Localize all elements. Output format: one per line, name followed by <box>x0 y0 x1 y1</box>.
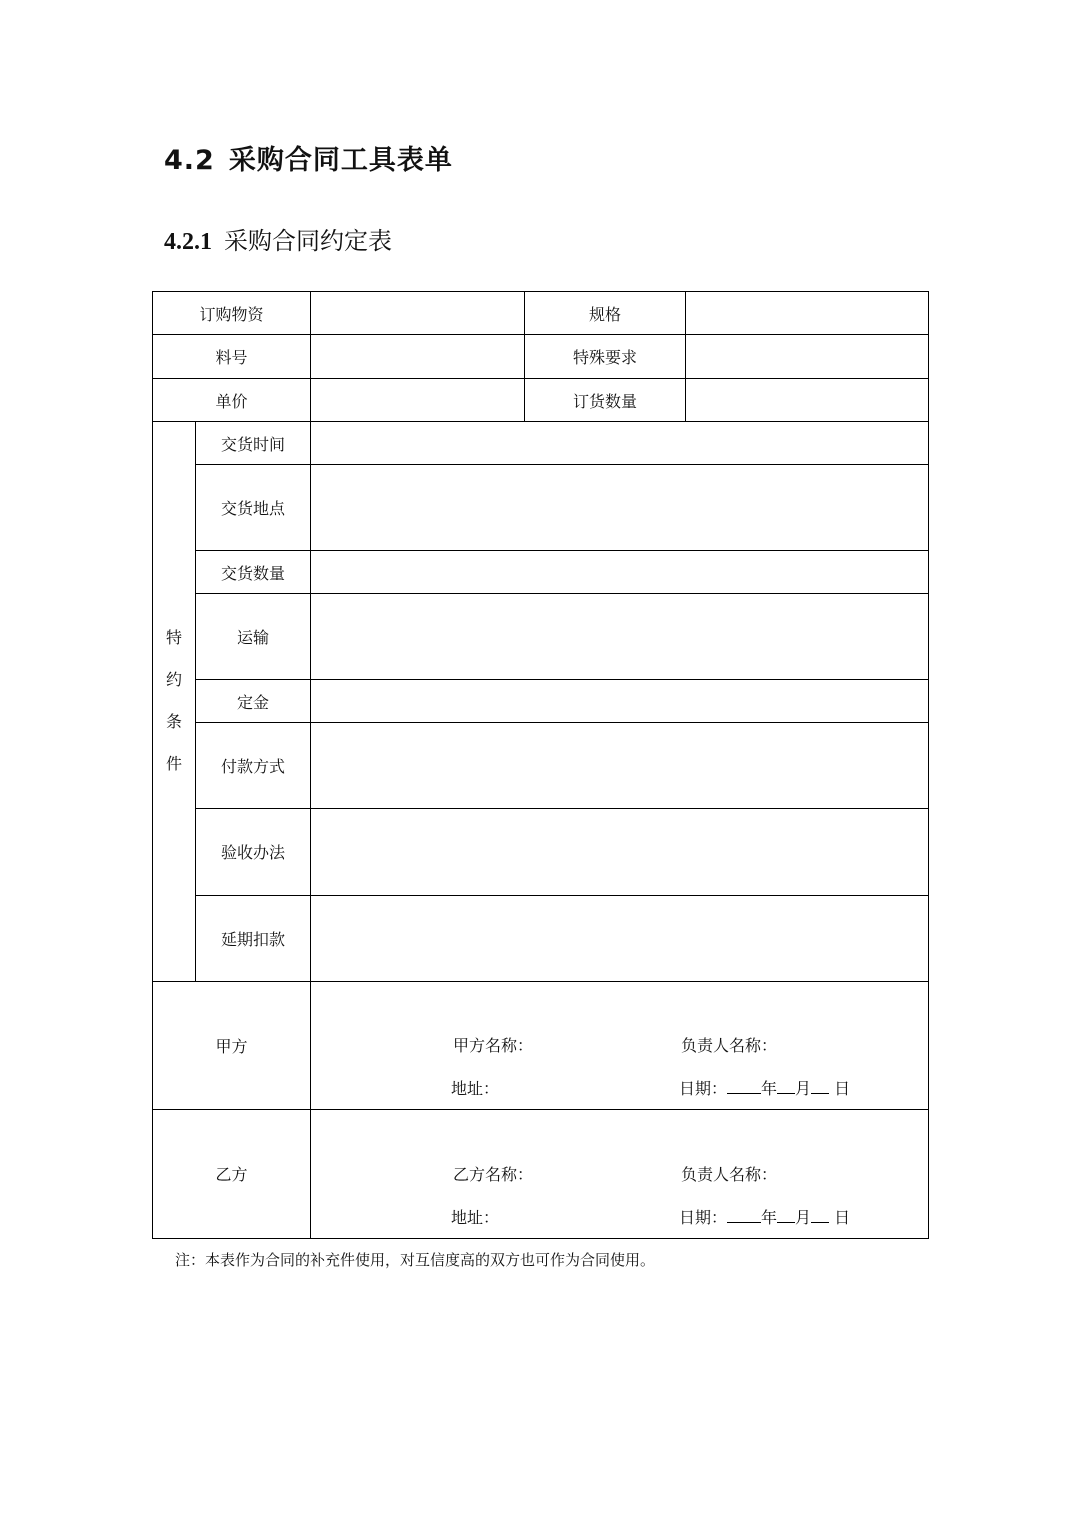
input-delivery-time[interactable] <box>311 422 929 465</box>
label-special-req: 特殊要求 <box>525 335 686 379</box>
input-spec[interactable] <box>686 292 929 335</box>
party-a-person-label: 负责人名称： <box>681 1035 778 1055</box>
table-row <box>153 981 929 1109</box>
label-delivery-place: 交货地点 <box>196 465 311 551</box>
subsection-number: 4.2.1 <box>164 229 212 255</box>
label-goods: 订购物资 <box>153 292 311 335</box>
footnote: 注：本表作为合同的补充件使用，对互信度高的双方也可作为合同使用。 <box>175 1251 656 1269</box>
section-title: 采购合同工具表单 <box>228 145 453 176</box>
input-delivery-place[interactable] <box>311 465 929 551</box>
input-order-qty[interactable] <box>686 379 929 422</box>
input-delay-penalty[interactable] <box>311 895 929 981</box>
input-acceptance-method[interactable] <box>311 809 929 895</box>
party-b-label: 乙方 <box>153 1109 311 1238</box>
table-row <box>153 379 929 422</box>
party-b-name-label: 乙方名称： <box>453 1164 534 1184</box>
party-a-fields[interactable] <box>311 981 929 1109</box>
label-deposit: 定金 <box>196 680 311 723</box>
table-row <box>153 422 929 465</box>
purchase-contract-table <box>152 291 929 1239</box>
party-a-name-label: 甲方名称： <box>453 1035 534 1055</box>
subsection-heading <box>164 221 392 256</box>
label-delivery-time: 交货时间 <box>196 422 311 465</box>
input-part-no[interactable] <box>311 335 525 379</box>
table-row <box>153 335 929 379</box>
party-a-date: 日期： 年 月 日 <box>679 1078 851 1098</box>
label-payment-method: 付款方式 <box>196 723 311 809</box>
table-row <box>153 1109 929 1238</box>
party-a-address-label: 地址： <box>451 1078 500 1098</box>
input-delivery-qty[interactable] <box>311 551 929 594</box>
label-delivery-qty: 交货数量 <box>196 551 311 594</box>
table-row <box>153 723 929 809</box>
input-special-req[interactable] <box>686 335 929 379</box>
table-row <box>153 551 929 594</box>
input-goods[interactable] <box>311 292 525 335</box>
table-row <box>153 594 929 680</box>
label-delay-penalty: 延期扣款 <box>196 895 311 981</box>
party-b-date: 日期： 年 月 日 <box>679 1207 851 1227</box>
subsection-title: 采购合同约定表 <box>224 227 392 255</box>
party-a-label: 甲方 <box>153 981 311 1109</box>
special-terms-label: 特 约 条 件 <box>153 422 196 981</box>
label-part-no: 料号 <box>153 335 311 379</box>
table-row <box>153 809 929 895</box>
section-heading <box>164 138 453 177</box>
label-acceptance-method: 验收办法 <box>196 809 311 895</box>
input-payment-method[interactable] <box>311 723 929 809</box>
party-b-fields[interactable] <box>311 1109 929 1238</box>
section-number: 4.2 <box>164 145 215 176</box>
label-transport: 运输 <box>196 594 311 680</box>
input-transport[interactable] <box>311 594 929 680</box>
table-row <box>153 292 929 335</box>
table-row <box>153 680 929 723</box>
label-order-qty: 订货数量 <box>525 379 686 422</box>
table-row <box>153 465 929 551</box>
party-b-person-label: 负责人名称： <box>681 1164 778 1184</box>
label-spec: 规格 <box>525 292 686 335</box>
input-deposit[interactable] <box>311 680 929 723</box>
input-unit-price[interactable] <box>311 379 525 422</box>
label-unit-price: 单价 <box>153 379 311 422</box>
party-b-address-label: 地址： <box>451 1207 500 1227</box>
table-row <box>153 895 929 981</box>
